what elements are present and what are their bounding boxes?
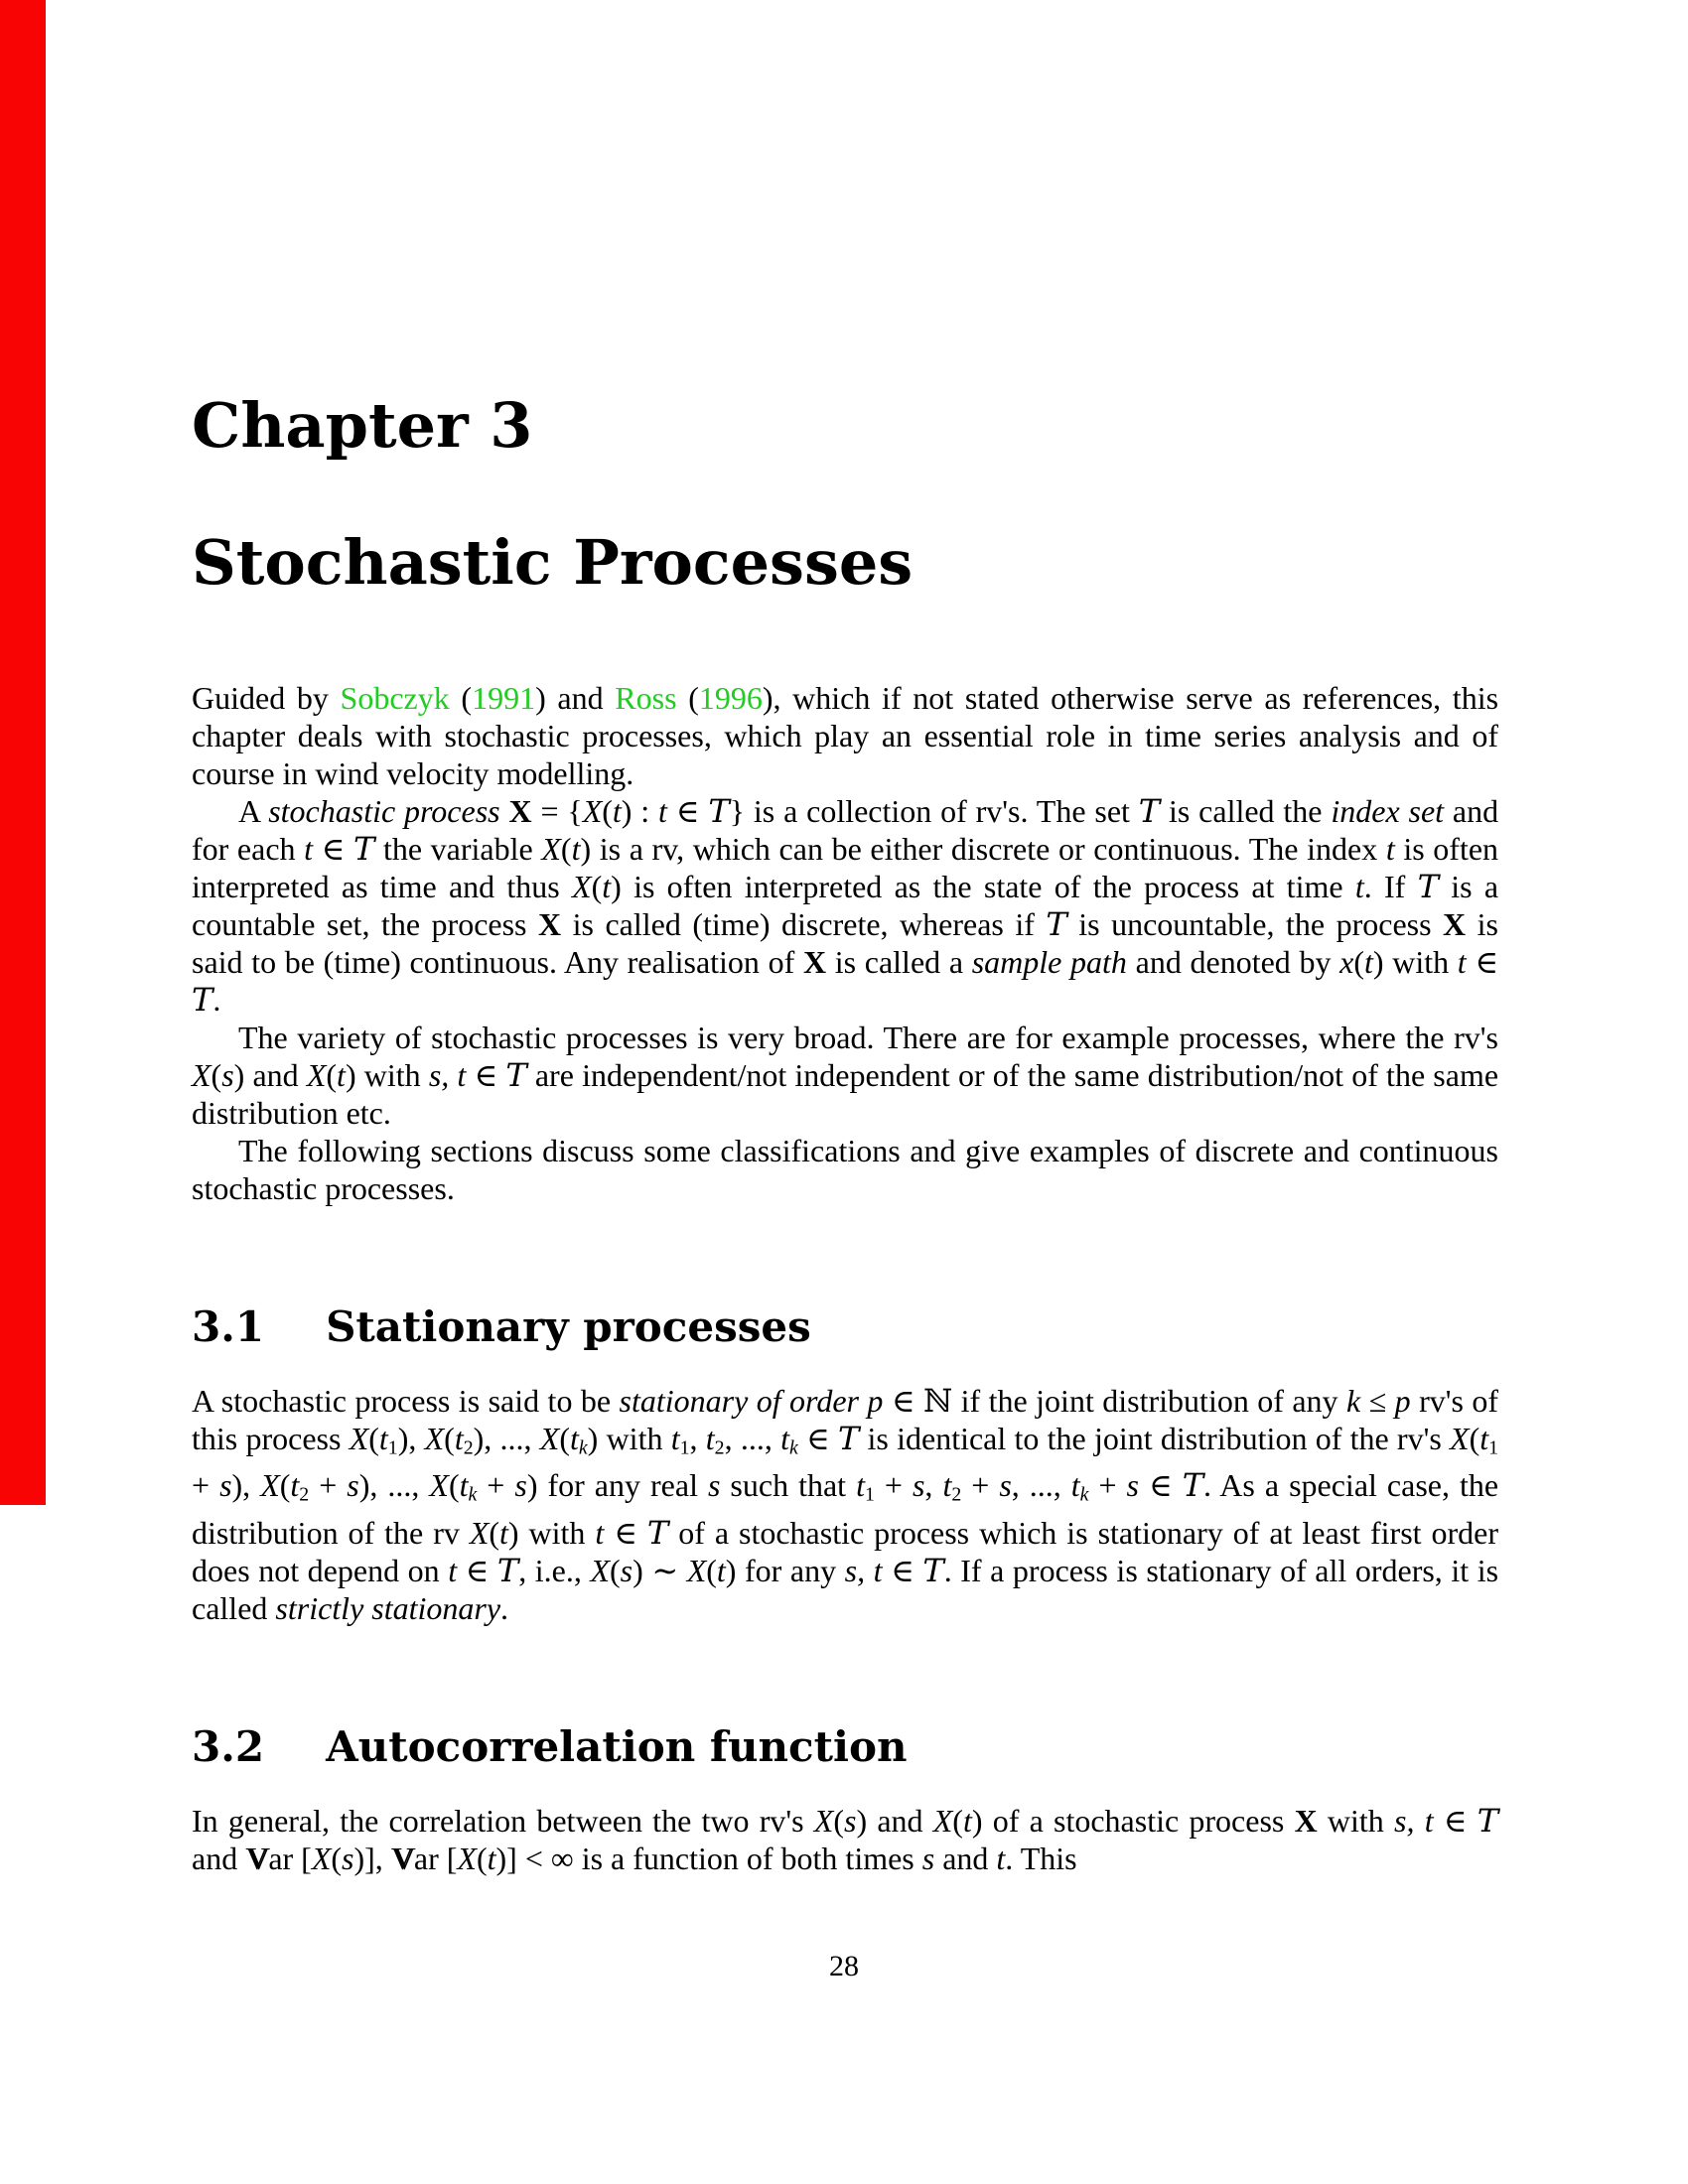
math-text: p <box>1394 1383 1411 1419</box>
math-text: s <box>219 1467 232 1504</box>
math-text: X <box>932 1802 953 1839</box>
math-text: t <box>337 1057 346 1093</box>
math-text: X <box>429 1467 449 1504</box>
math-text: k <box>578 1436 588 1459</box>
math-text: 2 <box>299 1483 310 1506</box>
section-number: 3.1 <box>192 1302 265 1351</box>
math-text: s <box>347 1467 359 1504</box>
math-text: T <box>1182 1466 1204 1505</box>
math-text: X <box>508 793 532 829</box>
math-text: k <box>788 1436 798 1459</box>
math-text: t <box>569 1421 579 1456</box>
math-text: X <box>541 831 561 867</box>
math-text: T <box>1417 868 1439 905</box>
math-text: t <box>595 1514 605 1551</box>
math-text: s, t <box>1394 1802 1434 1839</box>
citation-link[interactable]: Sobczyk <box>340 680 450 716</box>
math-text: s <box>221 1057 234 1093</box>
math-text: t <box>658 793 667 829</box>
math-text: s <box>620 1552 633 1588</box>
chapter-title-heading: Stochastic Processes <box>192 526 914 599</box>
math-text: k <box>468 1483 478 1506</box>
math-text: X <box>469 1514 490 1551</box>
math-text: X <box>424 1421 445 1456</box>
math-text: X <box>582 793 603 829</box>
math-text: k <box>1346 1383 1361 1419</box>
section-number: 3.2 <box>192 1721 265 1771</box>
math-text: 1 <box>387 1436 398 1459</box>
math-text: t <box>962 1802 972 1839</box>
math-text: sample path <box>971 944 1127 980</box>
math-text: t <box>1354 869 1364 904</box>
math-text: s <box>707 1467 721 1504</box>
math-text: s <box>514 1467 527 1504</box>
math-text: X <box>306 1057 327 1093</box>
math-text: T <box>646 1513 669 1552</box>
math-text: index set <box>1331 793 1445 829</box>
math-text: s <box>844 1802 857 1839</box>
math-text: 2 <box>463 1436 474 1459</box>
blackboard-letter: V V <box>245 1840 268 1877</box>
math-text: t <box>448 1552 458 1588</box>
math-text: t <box>856 1467 865 1504</box>
math-text: t <box>1364 944 1373 980</box>
math-text: s <box>912 1467 925 1504</box>
math-text: t <box>705 1421 715 1456</box>
math-text: s <box>1126 1467 1139 1504</box>
math-text: t <box>1385 831 1395 867</box>
math-text: T <box>1138 792 1161 830</box>
paragraph-stationary: A stochastic process is said to be stationary of order p ∈ ℕ if the joint distribution of any k ≤ p rv's of this process X(t1), X(t2), ..., X(tk) with t1, t2, ..., tk ∈ T is identical to the joint distribution of the rv's X(t1 + s), X(t2 + s), ..., X(tk + s) for any real s such that t1 + s, t2 + s, ..., tk + s ∈ T. As a special case, the distribution of the rv X(t) with t ∈ T of a stochastic process which is stationary of at least first order does not depend on t ∈ T, i.e., X(s) ∼ X(t) for any s, t ∈ T. If a process is stationary of all orders, it is called strictly stationary. <box>192 1383 1499 1626</box>
math-text: X <box>260 1467 280 1504</box>
section-title: Autocorrelation function <box>326 1721 908 1771</box>
math-text: t <box>571 831 581 867</box>
math-text: t <box>290 1467 300 1504</box>
math-text: X <box>802 944 827 980</box>
math-text: 1 <box>1488 1436 1499 1459</box>
math-text: p <box>867 1383 884 1419</box>
blackboard-letter: V V <box>391 1840 414 1877</box>
page-number: 28 <box>829 1950 859 1982</box>
math-text: s, t <box>428 1057 467 1093</box>
math-text: t <box>454 1421 464 1456</box>
math-text: x <box>1339 944 1354 980</box>
math-text: t <box>1070 1467 1080 1504</box>
math-text: t <box>780 1421 789 1456</box>
paragraph-following-sections: The following sections discuss some classifications and give examples of discrete and continuous stochastic processes. <box>192 1133 1498 1206</box>
math-text: s <box>921 1840 935 1876</box>
math-text: T <box>353 830 375 868</box>
math-text: stochastic process <box>268 793 500 829</box>
math-text: X <box>1294 1802 1318 1839</box>
paragraph-autocorrelation: In general, the correlation between the two rv's X(s) and X(t) of a stochastic process X with s, t ∈ T and V Var [X(s)], V Var [X(t)] < ∞ is a function of both times s and t. This <box>192 1802 1498 1877</box>
math-text: T <box>922 1551 944 1589</box>
math-text: t <box>1479 1421 1489 1456</box>
math-text: T <box>496 1551 519 1589</box>
math-text: s <box>342 1840 354 1876</box>
section-title: Stationary processes <box>326 1302 811 1351</box>
math-text: k <box>1079 1483 1089 1506</box>
math-text: s <box>999 1467 1012 1504</box>
math-text: X <box>572 869 592 904</box>
math-text: T <box>1046 905 1067 943</box>
math-text: t <box>612 793 622 829</box>
math-text: t <box>670 1421 680 1456</box>
math-text: X <box>1443 906 1467 942</box>
math-text: X <box>349 1421 369 1456</box>
paragraph-process-definition: A stochastic process X = {X(t) : t ∈ T} is a collection of rv's. The set T is called the index set and for each t ∈ T the variable X(t) is a rv, which can be either discrete or continuous. The index t is often interpreted as time and thus X(t) is often interpreted as the state of the process at time t. If T is a countable set, the process X is called (time) discrete, whereas if T is uncountable, the process X is said to be (time) continuous. Any realisation of X is called a sample path and denoted by x(t) with t ∈ T. <box>192 792 1499 1019</box>
citation-link[interactable]: 1996 <box>698 680 763 716</box>
math-text: s, t <box>844 1552 883 1588</box>
math-text: 2 <box>951 1483 962 1506</box>
citation-link[interactable]: 1991 <box>472 680 536 716</box>
math-text: t <box>716 1552 726 1588</box>
math-text: t <box>378 1421 388 1456</box>
math-text: X <box>686 1552 707 1588</box>
section-heading-3-2 <box>192 1721 1498 1771</box>
math-text: t <box>602 869 612 904</box>
math-text: X <box>457 1840 477 1876</box>
math-text: X <box>311 1840 332 1876</box>
math-text: t <box>942 1467 952 1504</box>
math-text: X <box>539 1421 560 1456</box>
math-text: t <box>459 1467 469 1504</box>
math-text: 2 <box>714 1436 725 1459</box>
math-text: T <box>1477 1801 1499 1840</box>
math-text: X <box>813 1802 834 1839</box>
paragraph-variety: The variety of stochastic processes is very broad. There are for example processes, where the rv's X(s) and X(t) with s, t ∈ T are independent/not independent or of the same distribution/not of the same distribution etc. <box>192 1020 1499 1131</box>
math-text: t <box>304 831 314 867</box>
math-text: T <box>708 792 730 830</box>
chapter-number-heading: Chapter 3 <box>192 389 533 462</box>
section-heading-3-1 <box>192 1302 1498 1351</box>
math-text: X <box>1450 1421 1470 1456</box>
red-edge-bar <box>0 0 46 1505</box>
math-text: T <box>505 1056 527 1094</box>
math-text: T <box>837 1420 860 1457</box>
math-text: X <box>538 906 562 942</box>
page-content <box>192 0 1498 1877</box>
math-text: T <box>192 981 213 1019</box>
math-text: 1 <box>679 1436 690 1459</box>
math-text: X <box>590 1552 610 1588</box>
math-text: t <box>1457 944 1467 980</box>
math-text: X <box>192 1057 211 1093</box>
math-text: t <box>996 1840 1006 1876</box>
math-text: t <box>499 1514 508 1551</box>
math-text: t <box>487 1840 496 1876</box>
math-text: stationary of order <box>619 1383 868 1419</box>
paragraph-references: Guided by Sobczyk (1991) and Ross (1996), which if not stated otherwise serve as references, this chapter deals with stochastic processes, which play an essential role in time series analysis and of course in wind velocity modelling. <box>192 680 1499 791</box>
math-text: strictly stationary <box>275 1589 501 1626</box>
math-text: 1 <box>864 1483 875 1506</box>
citation-link[interactable]: Ross <box>615 680 677 716</box>
